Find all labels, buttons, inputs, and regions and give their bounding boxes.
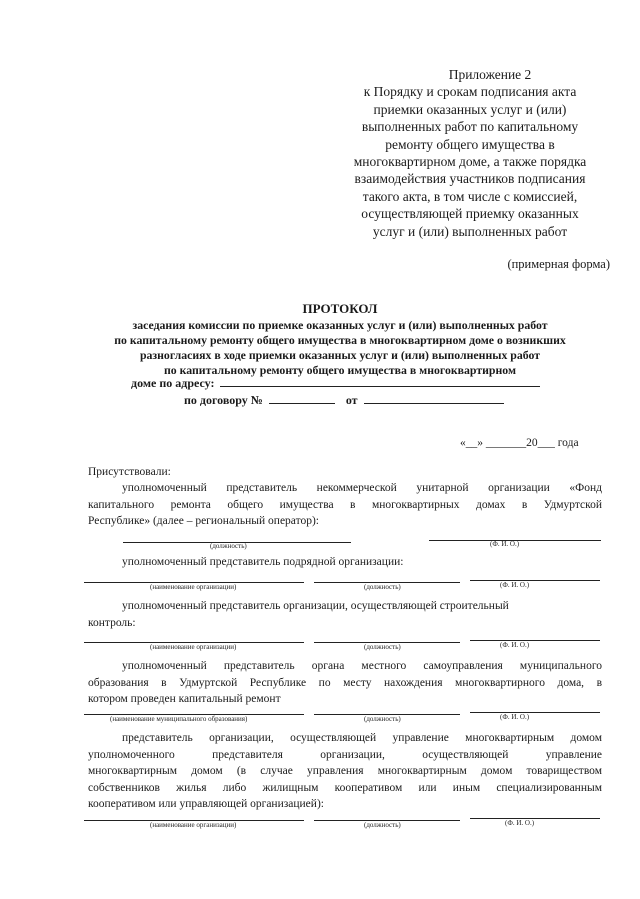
section-text-line: представитель организации, осуществляющей управление многоквартирным домом (122, 732, 602, 744)
section-text-line: контроль: (88, 616, 136, 629)
contract-from-label: от (345, 393, 358, 407)
contract-row (184, 393, 504, 408)
appendix-line: многоквартирном доме, а также порядка (353, 154, 587, 170)
section-regional-operator (88, 480, 602, 530)
section-text-line: Республике» (далее – региональный оператор): (88, 515, 320, 527)
appendix-line: осуществляющей приемку оказанных (361, 206, 579, 222)
fio-caption: (Ф. И. О.) (500, 713, 530, 721)
section-local-government (88, 658, 602, 708)
protocol-title: ПРОТОКОЛ (302, 301, 378, 316)
section-text-line: котором проведен капитальный ремонт (88, 693, 281, 705)
contract-number-blank[interactable] (269, 393, 335, 404)
document-date: «__» _______20___ года (460, 437, 579, 449)
section-text-line: уполномоченный представитель организации, осуществляющей строительный (122, 600, 509, 612)
fio-caption: (Ф. И. О.) (500, 641, 530, 649)
address-blank[interactable] (220, 376, 540, 387)
fio-caption: (Ф. И. О.) (500, 581, 530, 589)
section-text-line: капитального ремонта общего имущества в многоквартирных домах в Удмуртской (88, 498, 602, 511)
section-contractor: уполномоченный представитель подрядной организации: (122, 556, 404, 568)
section-construction-control (88, 598, 558, 631)
address-row (131, 376, 540, 391)
title-line: по капитальному ремонту общего имущества в многоквартирном (164, 363, 516, 377)
title-line: по капитальному ремонту общего имущества в многоквартирном доме о возникших (114, 333, 566, 347)
section-text-line: образования в Удмуртской Республике по месту нахождения многоквартирного дома, в (88, 676, 602, 689)
section-text-line: кооперативом или управляющей организацией): (88, 798, 324, 810)
section-text-line: уполномоченный представитель органа местного самоуправления муниципального (122, 660, 602, 672)
appendix-line: услуг и (или) выполненных работ (372, 223, 568, 239)
organization-caption: (наименование организации) (150, 643, 237, 651)
address-label: доме по адресу: (131, 376, 215, 390)
contract-label: по договору № (184, 393, 263, 407)
section-text-line: многоквартирным домом (в случае управления многоквартирным домом товариществом (88, 765, 602, 777)
protocol-title-block (70, 301, 610, 378)
fio-signature-line[interactable] (470, 818, 600, 819)
form-type-note: (примерная форма) (507, 257, 610, 271)
contract-date-blank[interactable] (364, 393, 504, 404)
municipality-caption: (наименование муниципального образования) (110, 715, 248, 723)
section-text-line: уполномоченный представитель некоммерческой унитарной организации «Фонд (122, 482, 602, 494)
appendix-line: взаимодействия участников подписания (354, 171, 586, 187)
section-text-line: уполномоченного представителя организации, осуществляющей управление (88, 748, 602, 761)
position-caption: (должность) (210, 542, 247, 550)
appendix-line: такого акта, в том числе с комиссией, (362, 188, 578, 204)
section-text-line: собственников жилья либо жилищным кооперативом или иным специализированным (88, 781, 602, 794)
appendix-line: выполненных работ по капитальному (361, 119, 579, 135)
appendix-heading: Приложение 2 (448, 67, 532, 82)
title-line: заседания комиссии по приемке оказанных услуг и (или) выполненных работ (132, 318, 548, 332)
appendix-line: к Порядку и срокам подписания акта (363, 84, 577, 100)
appendix-block (330, 66, 610, 240)
fio-signature-line[interactable] (470, 640, 600, 641)
organization-caption: (наименование организации) (150, 821, 237, 829)
fio-signature-line[interactable] (470, 580, 600, 581)
appendix-line: приемки оказанных услуг и (или) (373, 101, 567, 117)
fio-caption: (Ф. И. О.) (490, 540, 520, 548)
appendix-line: ремонту общего имущества в (385, 136, 555, 152)
position-caption: (должность) (364, 643, 401, 651)
section-management (88, 730, 602, 813)
organization-caption: (наименование организации) (150, 583, 237, 591)
present-label: Присутствовали: (88, 466, 171, 478)
position-caption: (должность) (364, 821, 401, 829)
fio-signature-line[interactable] (470, 712, 600, 713)
title-line: разногласиях в ходе приемки оказанных услуг и (или) выполненных работ (139, 348, 541, 362)
position-caption: (должность) (364, 583, 401, 591)
position-caption: (должность) (364, 715, 401, 723)
fio-caption: (Ф. И. О.) (505, 819, 535, 827)
